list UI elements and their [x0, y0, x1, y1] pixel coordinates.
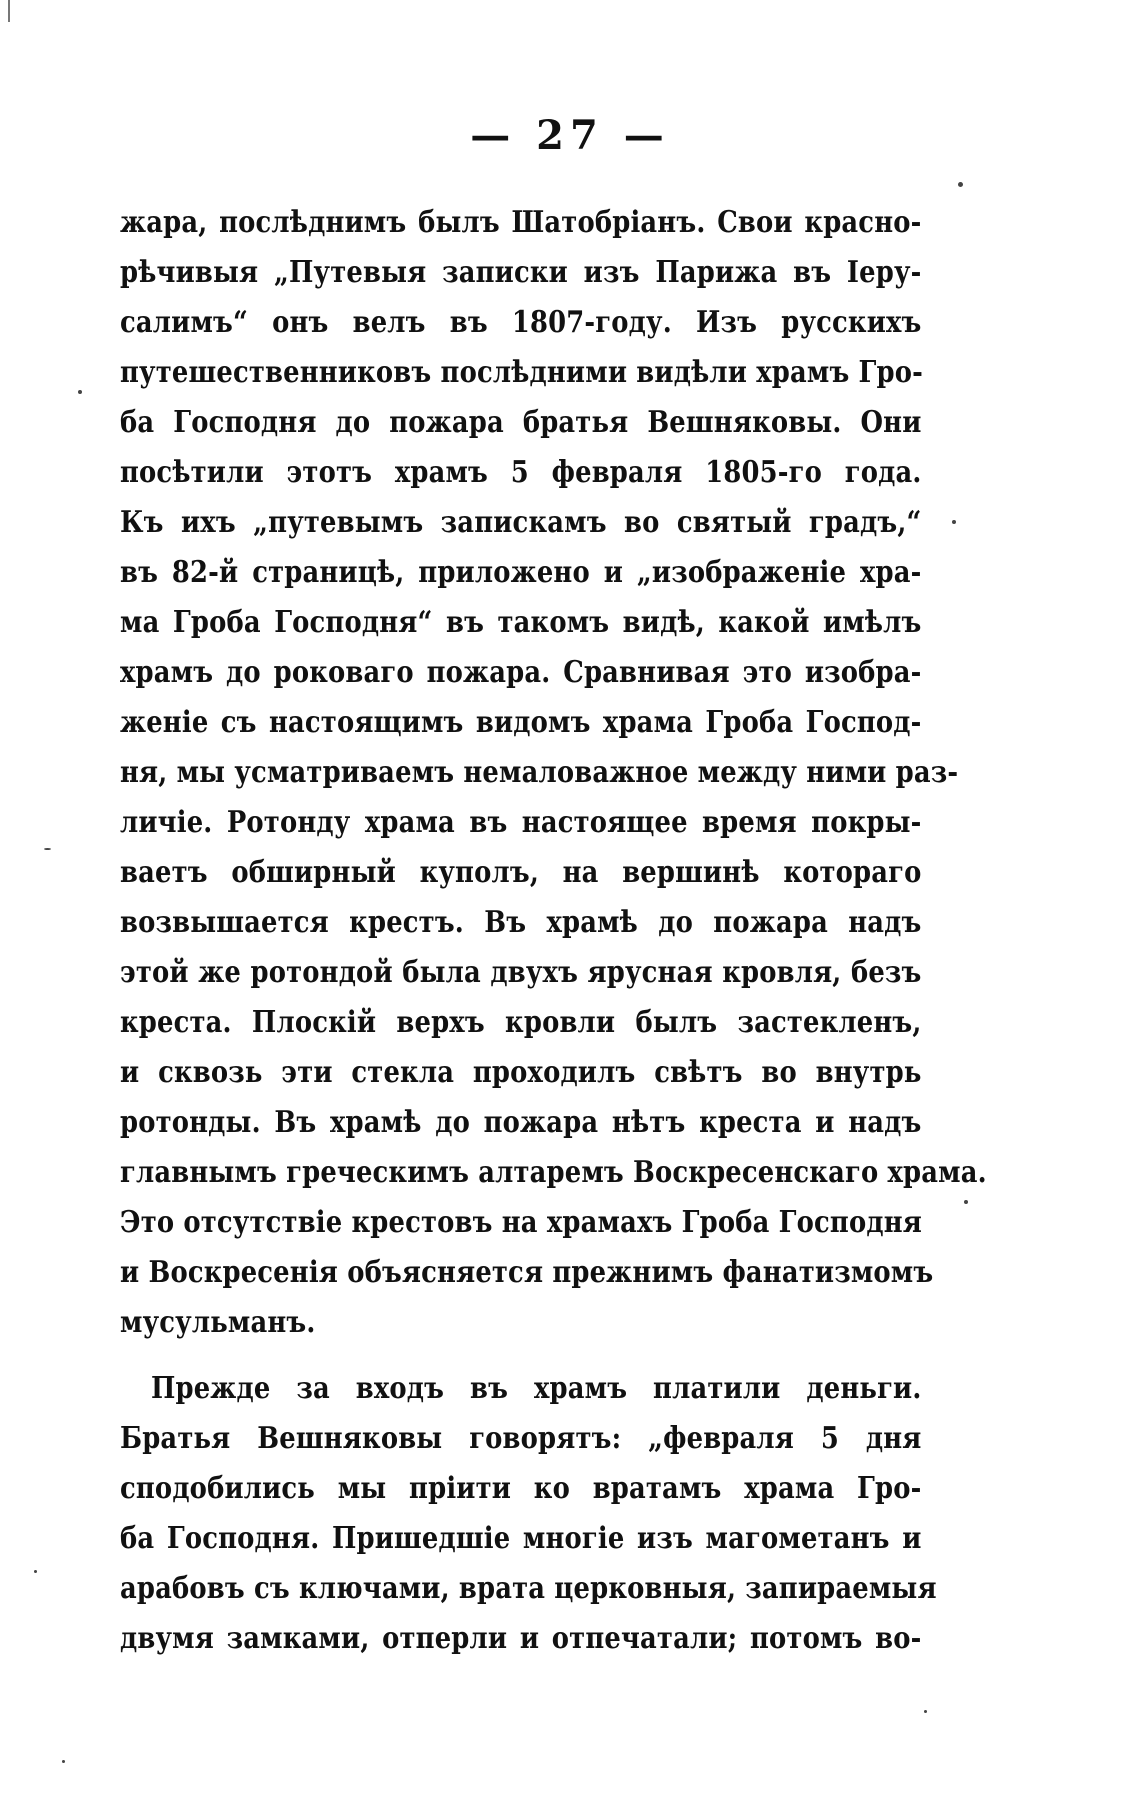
text-line: женіе съ настоящимъ видомъ храма Гроба Господ- [120, 705, 922, 740]
text-line: ма Гроба Господня“ въ такомъ видѣ, какой имѣлъ [120, 605, 922, 640]
text-line: личіе. Ротонду храма въ настоящее время покры- [120, 805, 922, 840]
text-line: путешественниковъ послѣдними видѣли храмъ Гро- [120, 355, 924, 390]
text-line: жара, послѣднимъ былъ Шатобріанъ. Свои красно- [120, 205, 922, 240]
body-text [120, 198, 987, 1664]
text-line: въ 82-й страницѣ, приложено и „изображеніе хра- [120, 555, 922, 590]
text-line: Къ ихъ „путевымъ запискамъ во святый градъ,“ [120, 505, 922, 540]
text-line: сподобились мы пріити ко вратамъ храма Гро- [120, 1471, 922, 1506]
print-speck [958, 182, 963, 187]
print-speck [78, 390, 82, 394]
text-line: ротонды. Въ храмѣ до пожара нѣтъ креста и надъ [120, 1105, 922, 1140]
print-speck [44, 848, 51, 850]
print-speck [964, 1200, 968, 1204]
text-line: ваетъ обширный куполъ, на вершинѣ котораго [120, 855, 922, 890]
text-line: рѣчивыя „Путевыя записки изъ Парижа въ Іеру- [120, 255, 922, 290]
print-speck [34, 1570, 37, 1573]
paragraph-gap [120, 1348, 922, 1364]
text-line: этой же ротондой была двухъ ярусная кровля, безъ [120, 955, 922, 990]
scan-edge-mark [8, 0, 10, 22]
text-line: мусульманъ. [120, 1305, 316, 1340]
text-line: ба Господня до пожара братья Вешняковы. Они [120, 405, 922, 440]
text-line: Прежде за входъ въ храмъ платили деньги. [150, 1371, 922, 1406]
text-line: и сквозь эти стекла проходилъ свѣтъ во внутрь [120, 1055, 922, 1090]
print-speck [62, 1760, 65, 1763]
text-line: ня, мы усматриваемъ немаловажное между ними раз- [120, 755, 959, 790]
print-speck [952, 520, 956, 524]
text-line: посѣтили этотъ храмъ 5 февраля 1805-го года. [120, 455, 922, 490]
print-speck [924, 1710, 927, 1713]
text-line: возвышается крестъ. Въ храмѣ до пожара надъ [120, 905, 922, 940]
text-line: главнымъ греческимъ алтаремъ Воскресенскаго храма. [120, 1155, 987, 1190]
paragraph [120, 1364, 937, 1664]
text-line: Это отсутствіе крестовъ на храмахъ Гроба Господня [120, 1205, 922, 1240]
text-line: салимъ“ онъ велъ въ 1807-году. Изъ русскихъ [120, 305, 922, 340]
text-line: арабовъ съ ключами, врата церковныя, запираемыя [120, 1571, 937, 1606]
page-number: — 27 — [470, 112, 670, 159]
text-line: ба Господня. Пришедшіе многіе изъ магометанъ и [120, 1521, 922, 1556]
text-line: и Воскресенія объясняется прежнимъ фанатизмомъ [120, 1255, 934, 1290]
text-line: храмъ до роковаго пожара. Сравнивая это изобра- [120, 655, 922, 690]
paragraph [120, 198, 987, 1348]
text-line: креста. Плоскій верхъ кровли былъ застекленъ, [120, 1005, 922, 1040]
text-line: двумя замками, отперли и отпечатали; потомъ во- [120, 1621, 922, 1656]
text-line: Братья Вешняковы говорятъ: „февраля 5 дня [120, 1421, 922, 1456]
